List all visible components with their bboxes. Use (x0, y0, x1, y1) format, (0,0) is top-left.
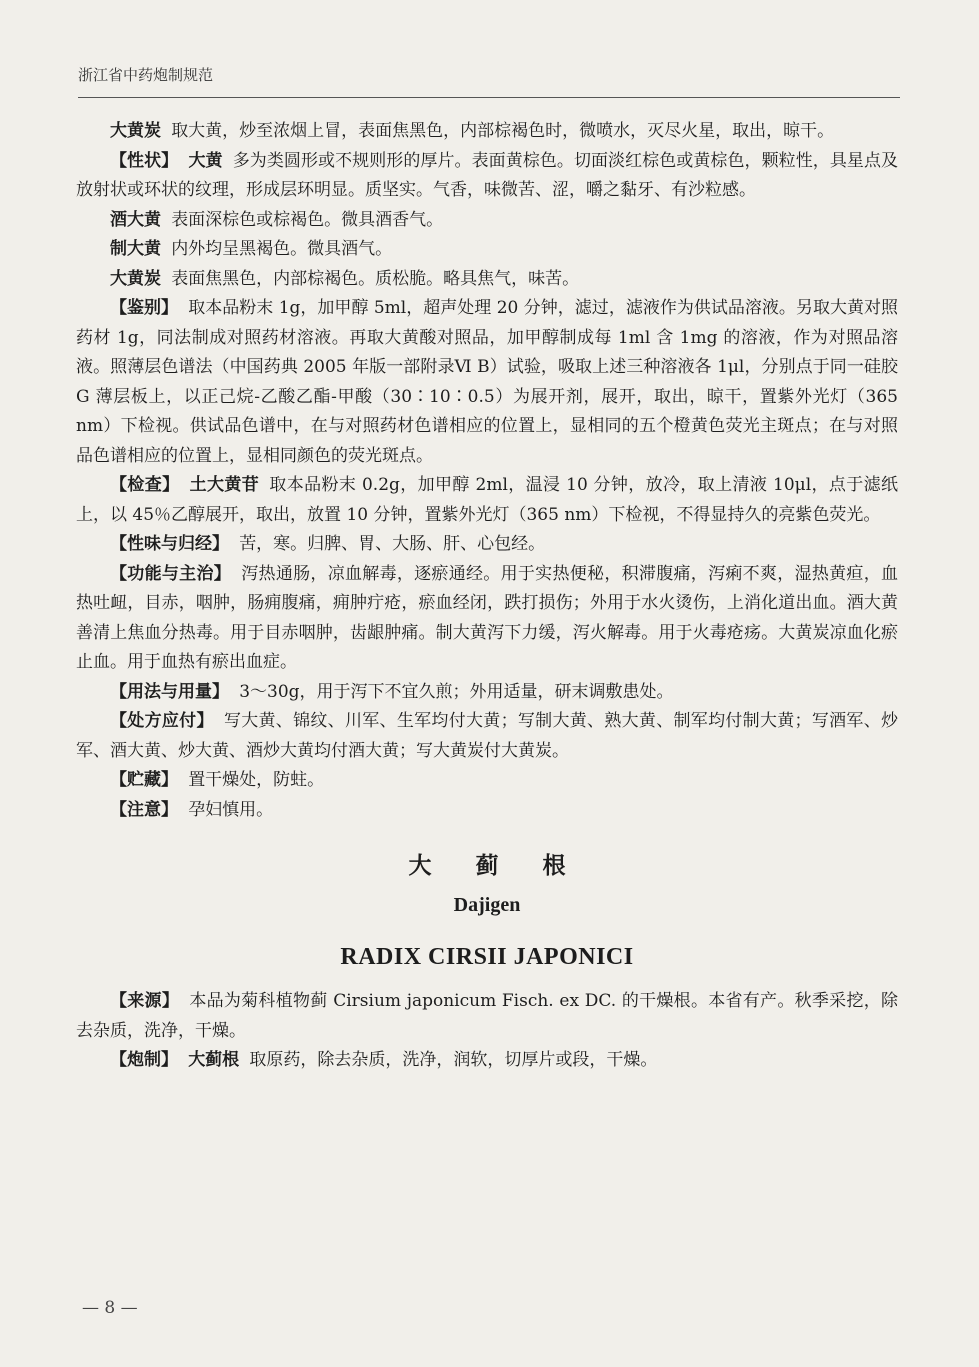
entry-title: 大蓟根 (408, 853, 610, 879)
section-label: 【处方应付】 (110, 711, 214, 731)
entry-pinyin: Dajigen (453, 894, 521, 916)
term-label: 制大黄 (110, 239, 161, 259)
paragraph-text: 本品为菊科植物蓟 Cirsium japonicum Fisch. ex DC. 的干燥根。本省有产。秋季采挖，除去杂质，洗净，干燥。 (76, 991, 899, 1041)
paragraph-dahuangtan-method (76, 117, 898, 147)
header-rule (78, 97, 900, 98)
section-label: 【来源】 (110, 991, 180, 1011)
paragraph-yongfa (76, 678, 898, 708)
paragraph-zhucang (76, 766, 898, 796)
paragraph-paozhi (76, 1046, 898, 1076)
paragraph-zhuyi (76, 796, 898, 826)
paragraph-dahuangtan-desc (76, 265, 898, 295)
section-label: 【用法与用量】 (110, 681, 229, 702)
page-body (76, 117, 898, 1076)
section-label: 【贮藏】 (110, 770, 178, 790)
paragraph-text: 内外均呈黑褐色。微具酒气。 (171, 239, 393, 259)
paragraph-zhidahuang (76, 235, 898, 265)
paragraph-text: 写大黄、锦纹、川军、生军均付大黄；写制大黄、熟大黄、制军均付制大黄；写酒军、炒军、酒大黄、炒大黄、酒炒大黄均付酒大黄；写大黄炭付大黄炭。 (76, 711, 899, 761)
section-label: 【功能与主治】 (110, 563, 232, 584)
running-header: 浙江省中药炮制规范 (78, 66, 214, 84)
paragraph-text: 多为类圆形或不规则形的厚片。表面黄棕色。切面淡红棕色或黄棕色，颗粒性，具星点及放射状或环状的纹理，形成层环明显。质坚实。气香，味微苦、涩，嚼之黏牙、有沙粒感。 (76, 150, 899, 200)
term-label: 大黄炭 (110, 121, 161, 141)
paragraph-chufang (76, 707, 898, 766)
section-label: 【性状】 (110, 150, 179, 171)
section-label: 【检查】 (110, 475, 180, 495)
paragraph-text: 表面深棕色或棕褐色。微具酒香气。 (171, 209, 444, 230)
paragraph-text: 孕妇慎用。 (188, 799, 274, 820)
section-label: 【鉴别】 (110, 298, 179, 318)
paragraph-jianbie (76, 294, 898, 471)
paragraph-text: 取本品粉末 0.2g，加甲醇 2ml，温浸 10 分钟，放冷，取上清液 10μl，点于滤纸上，以 45％乙醇展开，取出，放置 10 分钟，置紫外光灯（365 nm）下检视，不得显持久的亮紫色荧光。 (76, 475, 898, 525)
paragraph-text: 泻热通肠，凉血解毒，逐瘀通经。用于实热便秘，积滞腹痛，泻痢不爽，湿热黄疸，血热吐衄，目赤，咽肿，肠痈腹痛，痈肿疔疮，瘀血经闭，跌打损伤；外用于水火烫伤，上消化道出血。酒大黄善清上焦血分热毒。用于目赤咽肿，齿龈肿痛。制大黄泻下力缓，泻火解毒。用于火毒疮疡。大黄炭凉血化瘀止血。用于血热有瘀出血症。 (76, 563, 899, 672)
paragraph-xingwei (76, 530, 898, 560)
paragraph-text: 表面焦黑色，内部棕褐色。质松脆。略具焦气，味苦。 (171, 268, 580, 289)
paragraph-laiyuan (76, 987, 898, 1046)
paragraph-text: 3～30g，用于泻下不宜久煎；外用适量，研末调敷患处。 (239, 681, 674, 702)
term-label: 酒大黄 (110, 209, 161, 230)
page-number: — 8 — (82, 1298, 138, 1318)
paragraph-jiancha (76, 471, 898, 530)
paragraph-text: 取原药，除去杂质，洗净，润软，切厚片或段，干燥。 (249, 1050, 658, 1070)
paragraph-xingzhuang (76, 147, 898, 206)
paragraph-text: 取本品粉末 1g，加甲醇 5ml，超声处理 20 分钟，滤过，滤液作为供试品溶液。另取大黄对照药材 1g，同法制成对照药材溶液。再取大黄酸对照品，加甲醇制成每 1ml 含 1mg 的溶液，作为对照品溶液。照薄层色谱法（中国药典 2005 年版一部附录Ⅵ B）试验，吸取上述三种溶液各 1μl，分别点于同一硅胶 G 薄层板上，以正己烷-乙酸乙酯-甲酸（30∶10∶0.5）为展开剂，展开，取出，晾干，置紫外光灯（365 nm）下检视。供试品色谱中，在与对照药材色谱相应的位置上，显相同的五个橙黄色荧光主斑点；在与对照品色谱相应的位置上，显相同颜色的荧光斑点。 (76, 298, 898, 466)
entry-latin-name: RADIX CIRSII JAPONICI (340, 944, 634, 970)
paragraph-jiudahuang (76, 206, 898, 236)
paragraph-text: 置干燥处，防蛀。 (188, 770, 325, 790)
paragraph-text: 取大黄，炒至浓烟上冒，表面焦黑色，内部棕褐色时，微喷水，灭尽火星，取出，晾干。 (171, 121, 835, 141)
term-label: 土大黄苷 (189, 475, 260, 495)
term-label: 大黄 (188, 150, 223, 171)
term-label: 大黄炭 (110, 268, 161, 289)
section-label: 【性味与归经】 (110, 534, 229, 554)
section-label: 【炮制】 (110, 1050, 178, 1070)
section-label: 【注意】 (110, 799, 178, 820)
paragraph-text: 苦，寒。归脾、胃、大肠、肝、心包经。 (239, 534, 546, 554)
paragraph-gongneng (76, 560, 898, 678)
term-label: 大蓟根 (188, 1050, 240, 1070)
